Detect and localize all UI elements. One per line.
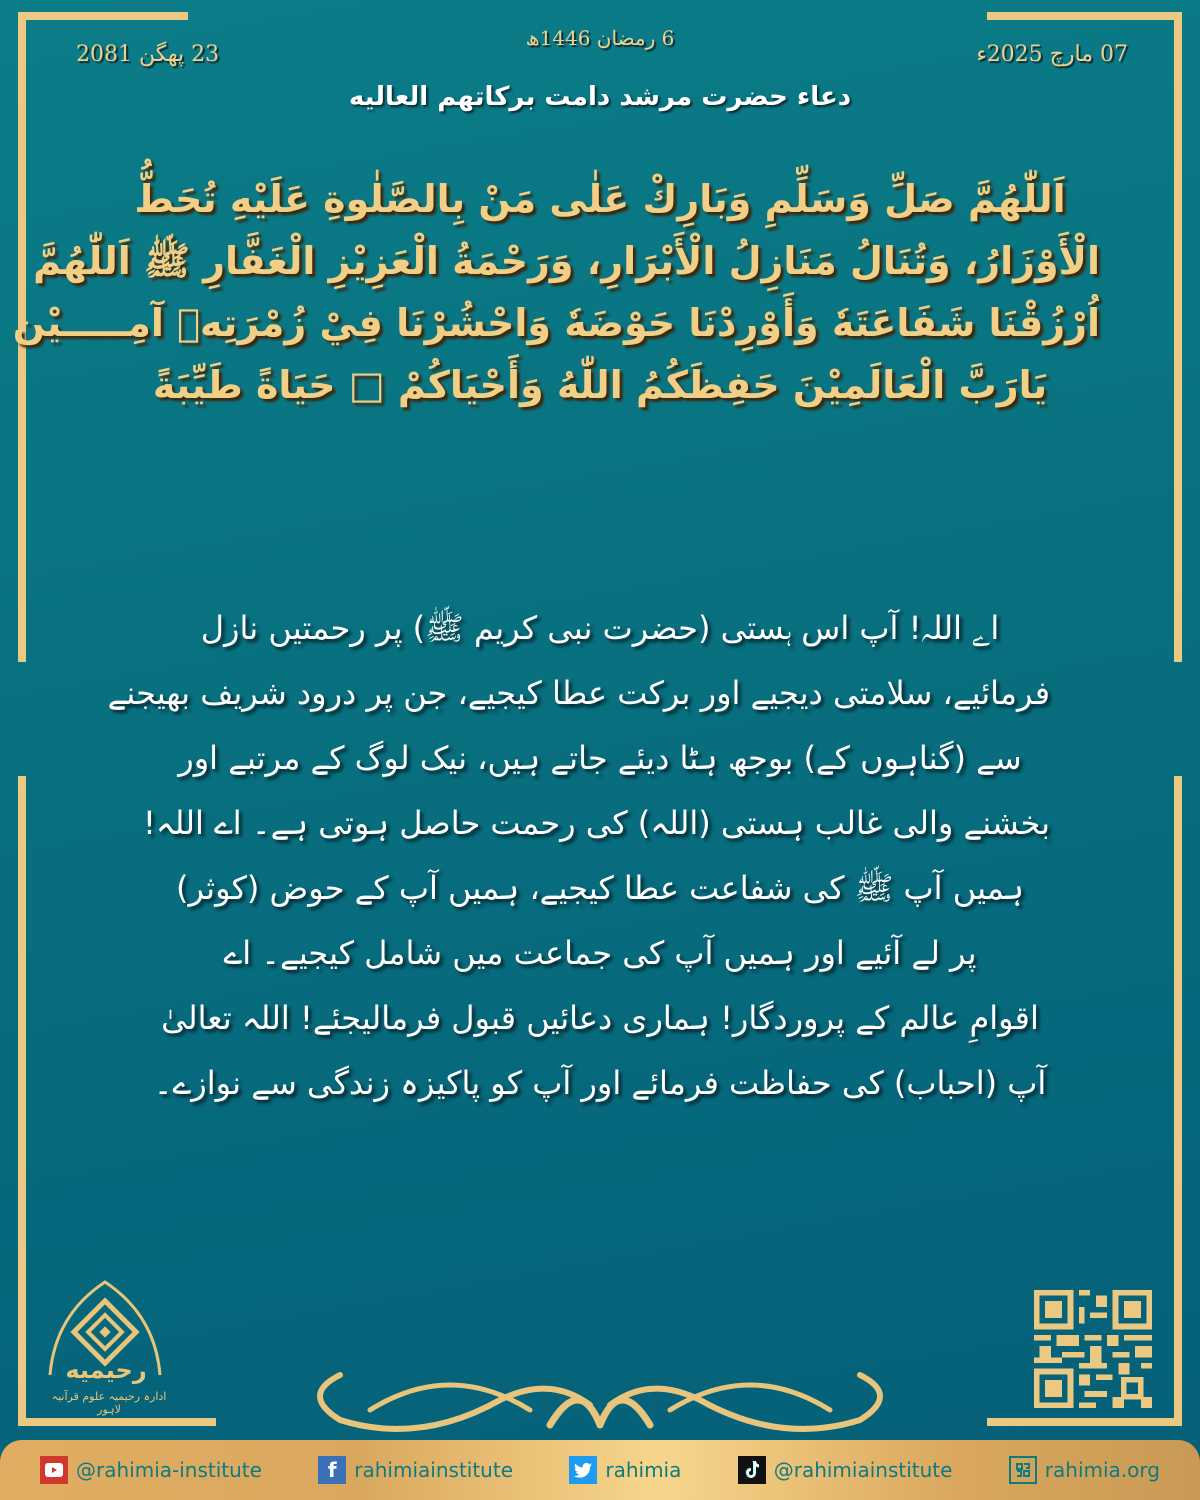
- social-facebook[interactable]: [318, 1456, 513, 1484]
- arabic-line: اَللّٰهُمَّ صَلِّ وَسَلِّمِ وَبَارِكْ عَلٰى مَنْ بِالصَّلٰوةِ عَلَيْهِ تُحَطُّ: [134, 177, 1066, 221]
- frame-top-right: [987, 12, 1182, 20]
- tiktok-icon: [738, 1456, 766, 1484]
- arabic-line: الْأَوْزَارُ، وَتُنَالُ مَنَازِلُ الْأَبْرَارِ، وَرَحْمَةُ الْعَزِيْزِ الْغَفَّارِ ﷺ اَللّٰهُمَّ: [33, 239, 1100, 283]
- website-url: rahimia.org: [1044, 1458, 1160, 1482]
- bikrami-date: 23 پھگن 2081: [76, 42, 220, 67]
- qr-code-icon[interactable]: [1033, 1290, 1153, 1408]
- social-twitter[interactable]: [569, 1456, 681, 1484]
- urdu-line: سے (گناہوں کے) بوجھ ہٹا دیئے جاتے ہیں، نیک لوگ کے مرتبے اور: [178, 739, 1022, 777]
- logo-caption: ادارہ رحیمیہ علوم قرآنیہ لاہور: [51, 1390, 167, 1416]
- twitter-icon: [569, 1456, 597, 1484]
- youtube-icon: [40, 1456, 68, 1484]
- urdu-line: آپ (احباب) کی حفاظت فرمائے اور آپ کو پاکیزہ زندگی سے نوازے۔: [153, 1064, 1047, 1102]
- logo-name: رحیمیه: [65, 1356, 147, 1384]
- youtube-handle: @rahimia-institute: [76, 1458, 262, 1482]
- website-icon: [1009, 1456, 1037, 1484]
- urdu-line: اقوامِ عالم کے پروردگار! ہماری دعائیں قبول فرمالیجئے! اللہ تعالیٰ: [161, 999, 1039, 1037]
- urdu-line: فرمائیے، سلامتی دیجیے اور برکت عطا کیجیے، جن پر درود شریف بھیجنے: [107, 674, 1050, 712]
- page-title: دعاء حضرت مرشد دامت برکاتهم العالیه: [348, 82, 852, 112]
- urdu-line: بخشنے والی غالب ہستی (اللہ) کی رحمت حاصل ہوتی ہے۔ اے اللہ!: [143, 804, 1050, 842]
- arabic-dua: [12, 168, 1100, 416]
- facebook-icon: f: [318, 1456, 346, 1484]
- hijri-date: 6 رمضان 1446ھ: [525, 26, 675, 50]
- frame-left-lower: [18, 776, 26, 1426]
- twitter-handle: rahimia: [605, 1458, 682, 1482]
- arabic-line: يَارَبَّ الْعَالَمِيْنَ حَفِظَكُمُ اللّٰهُ وَأَحْيَاكُمْ □ حَيَاةً طَيِّبَةً: [152, 363, 1048, 407]
- urdu-translation: [107, 596, 1050, 1116]
- frame-bottom-right: [987, 1418, 1182, 1426]
- social-footer: [0, 1440, 1200, 1500]
- urdu-line: پر لے آئیے اور ہمیں آپ کی جماعت میں شامل کیجیے۔ اے: [223, 934, 977, 972]
- urdu-line: ہمیں آپ ﷺ کی شفاعت عطا کیجیے، ہمیں آپ کے حوض (کوثر): [176, 869, 1024, 907]
- frame-top-left: [18, 12, 188, 20]
- social-youtube[interactable]: [40, 1456, 262, 1484]
- social-tiktok[interactable]: [738, 1456, 953, 1484]
- arabic-line: اُرْزُقْنَا شَفَاعَتَهٗ وَأَوْرِدْنَا حَوْضَهٗ وَاحْشُرْنَا فِيْ زُمْرَتِهٖ آمِـــــيْن: [12, 301, 1100, 345]
- gregorian-date: 07 مارچ 2025ء: [976, 42, 1128, 67]
- facebook-handle: rahimiainstitute: [354, 1458, 514, 1482]
- tiktok-handle: @rahimiainstitute: [773, 1458, 953, 1482]
- urdu-line: اے اللہ! آپ اس ہستی (حضرت نبی کریم ﷺ) پر رحمتیں نازل: [200, 609, 1000, 647]
- frame-right-lower: [1174, 776, 1182, 1426]
- flourish-ornament-icon: [300, 1365, 900, 1435]
- social-website[interactable]: [1009, 1456, 1160, 1484]
